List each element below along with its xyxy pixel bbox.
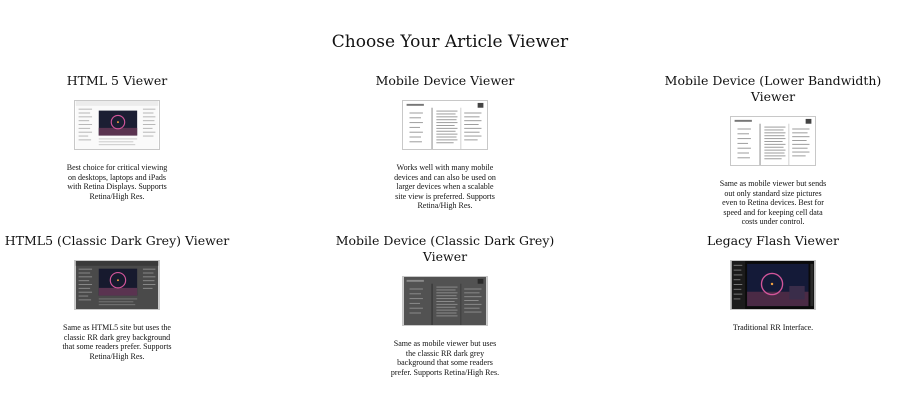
viewer-title-mobile[interactable]: Mobile Device Viewer (375, 73, 515, 88)
html5-viewer-thumbnail[interactable] (74, 100, 160, 150)
html5-dark-grey-viewer-thumbnail[interactable] (74, 260, 160, 310)
viewer-option-legacy-flash (643, 233, 900, 333)
viewer-option-html5 (0, 73, 247, 201)
viewer-title-html5-dark-grey[interactable]: HTML5 (Classic Dark Grey) Viewer (4, 233, 230, 248)
viewer-title-mobile-dark-grey[interactable]: Mobile Device (Classic Dark Grey) Viewer (335, 233, 555, 264)
viewer-option-mobile-low-bandwidth (643, 73, 900, 227)
viewer-description-mobile-dark-grey: Same as mobile viewer but uses the classic RR dark grey background that some readers prefer. Supports Retina/High Res. (390, 339, 500, 377)
viewer-option-mobile-dark-grey (315, 233, 575, 377)
viewer-title-html5[interactable]: HTML 5 Viewer (66, 73, 168, 88)
mobile-dark-grey-viewer-thumbnail[interactable] (402, 276, 488, 326)
viewer-option-mobile (315, 73, 575, 211)
viewer-description-legacy-flash: Traditional RR Interface. (732, 323, 814, 332)
viewer-description-html5-dark-grey: Same as HTML5 site but uses the classic RR dark grey background that some readers prefer. Supports Retina/High Res. (62, 323, 172, 361)
viewer-title-mobile-low-bandwidth[interactable]: Mobile Device (Lower Bandwidth) Viewer (664, 73, 882, 104)
legacy-flash-viewer-thumbnail[interactable] (730, 260, 816, 310)
viewer-description-mobile: Works well with many mobile devices and can also be used on larger devices when a scalable site view is preferred. Supports Retina/High Res. (394, 163, 496, 211)
viewer-description-mobile-low-bandwidth: Same as mobile viewer but sends out only standard size pictures even to Retina devices. Best for speed and for keeping cell data costs under control. (719, 179, 827, 227)
viewer-title-legacy-flash[interactable]: Legacy Flash Viewer (706, 233, 840, 248)
mobile-low-bandwidth-viewer-thumbnail[interactable] (730, 116, 816, 166)
page-title: Choose Your Article Viewer (331, 32, 569, 52)
viewer-description-html5: Best choice for critical viewing on desktops, laptops and iPads with Retina Displays. Supports Retina/High Res. (66, 163, 168, 201)
mobile-viewer-thumbnail[interactable] (402, 100, 488, 150)
viewer-option-html5-dark-grey (0, 233, 247, 361)
